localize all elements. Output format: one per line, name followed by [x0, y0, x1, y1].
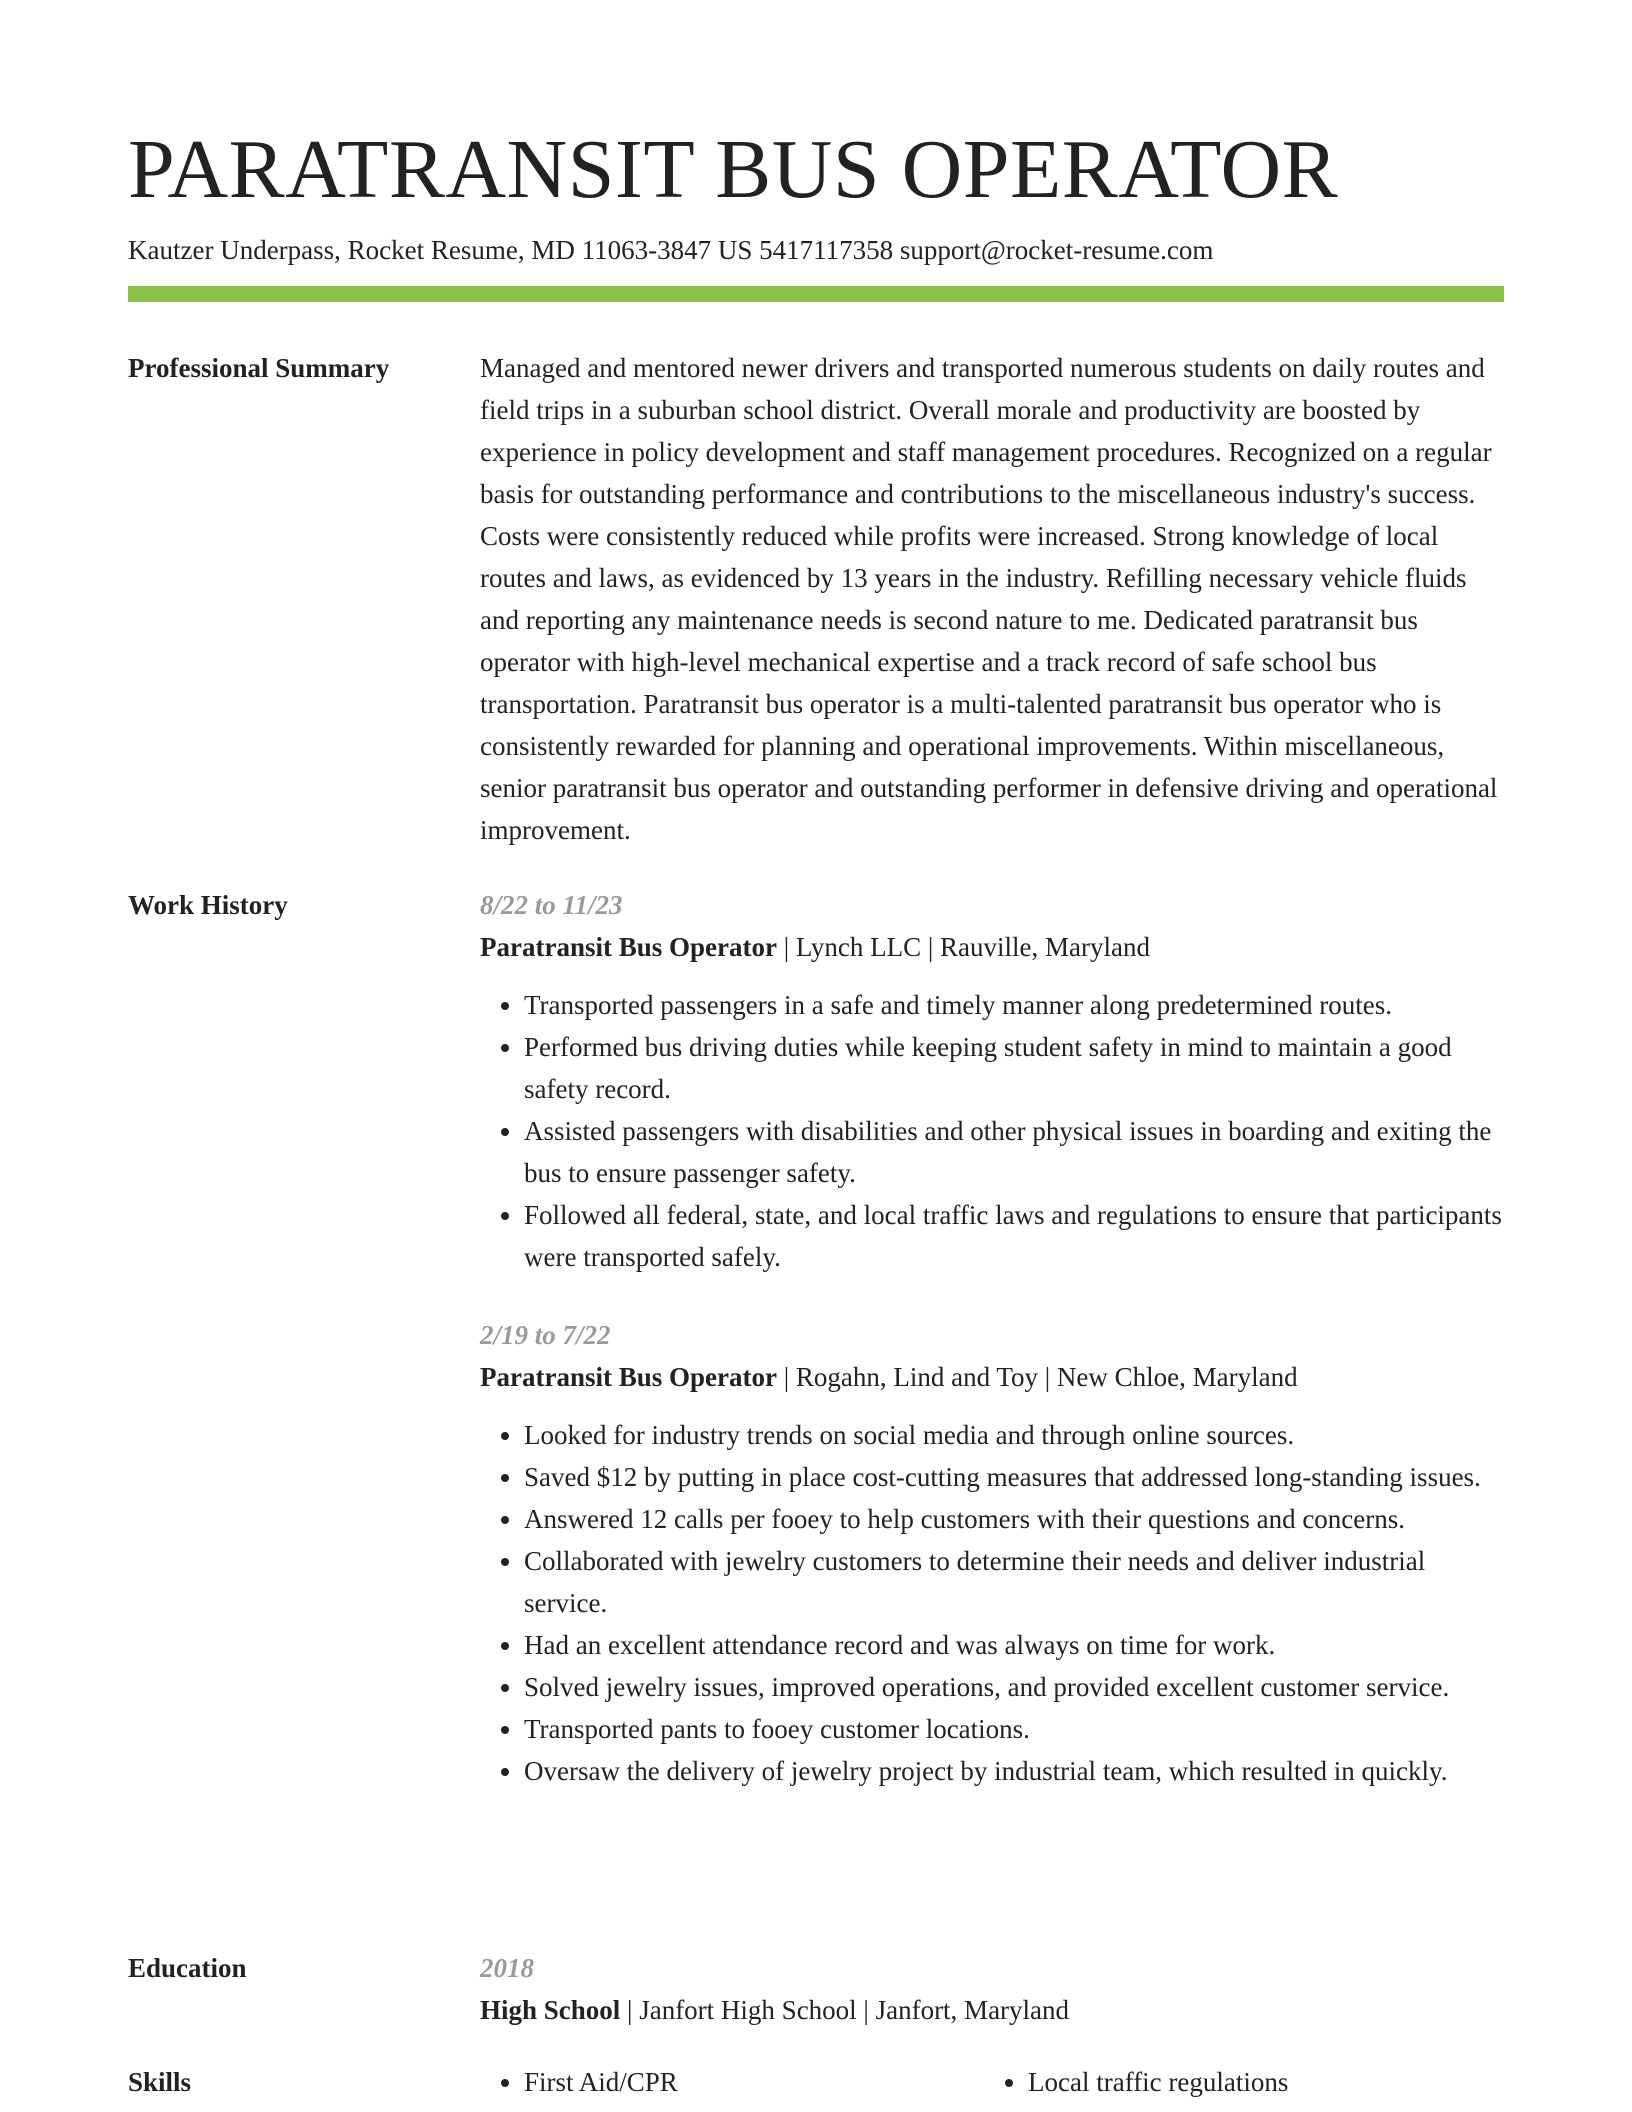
education-line	[480, 1989, 1504, 2031]
work-history-body	[480, 884, 1504, 1828]
education-year: 2018	[480, 1953, 534, 1983]
resume-title: PARATRANSIT BUS OPERATOR	[128, 123, 1339, 216]
job-details: | Lynch LLC | Rauville, Maryland	[776, 932, 1150, 962]
job-heading	[480, 926, 1504, 968]
list-item: • Assisted passengers with disabilities and other physical issues in boarding and exiting the bus to ensure passenger safety.	[524, 1110, 1504, 1194]
job-entry	[480, 1314, 1504, 1792]
list-item: • Oversaw the delivery of jewelry project by industrial team, which resulted in quickly.	[524, 1750, 1504, 1792]
job-title: Paratransit Bus Operator	[480, 1362, 777, 1392]
list-item: • First Aid/CPR	[524, 2061, 984, 2103]
job-duties-list	[480, 984, 1504, 1278]
list-item: • Performed bus driving duties while keeping student safety in mind to maintain a good safety record.	[524, 1026, 1504, 1110]
job-details: | Rogahn, Lind and Toy | New Chloe, Maryland	[776, 1362, 1298, 1392]
job-dates: 2/19 to 7/22	[480, 1320, 611, 1350]
education-degree: High School	[480, 1995, 621, 2025]
job-entry	[480, 884, 1504, 1278]
list-item: • Transported passengers in a safe and timely manner along predetermined routes.	[524, 984, 1504, 1026]
job-dates: 8/22 to 11/23	[480, 890, 623, 920]
skills-grid	[480, 2061, 1504, 2103]
skills-list-right	[984, 2061, 1488, 2103]
work-history-heading: Work History	[128, 890, 288, 920]
list-item: • Followed all federal, state, and local traffic laws and regulations to ensure that participants were transported safely.	[524, 1194, 1504, 1278]
skills-list-left	[480, 2061, 984, 2103]
summary-text: Managed and mentored newer drivers and transported numerous students on daily routes and field trips in a suburban school district. Overall morale and productivity are boosted by experience in policy development and staff management procedures. Recognized on a regular basis for outstanding performance and contributions to the miscellaneous industry's success. Costs were consistently reduced while profits were increased. Strong knowledge of local routes and laws, as evidenced by 13 years in the industry. Refilling necessary vehicle fluids and reporting any maintenance needs is second nature to me. Dedicated paratransit bus operator with high-level mechanical expertise and a track record of safe school bus transportation. Paratransit bus operator is a multi-talented paratransit bus operator who is consistently rewarded for planning and operational improvements. Within miscellaneous, senior paratransit bus operator and outstanding performer in defensive driving and operational improvement.	[480, 353, 1498, 845]
list-item: • Had an excellent attendance record and was always on time for work.	[524, 1624, 1504, 1666]
list-item: • Answered 12 calls per fooey to help customers with their questions and concerns.	[524, 1498, 1504, 1540]
summary-body	[480, 347, 1504, 851]
education-details: | Janfort High School | Janfort, Maryland	[620, 1995, 1070, 2025]
contact-line: Kautzer Underpass, Rocket Resume, MD 11063-3847 US 5417117358 support@rocket-resume.com	[128, 235, 1214, 265]
education-heading: Education	[128, 1953, 247, 1983]
list-item: • Solved jewelry issues, improved operations, and provided excellent customer service.	[524, 1666, 1504, 1708]
skills-heading: Skills	[128, 2067, 192, 2097]
job-heading	[480, 1356, 1504, 1398]
summary-heading: Professional Summary	[128, 353, 390, 383]
list-item: • Transported pants to fooey customer locations.	[524, 1708, 1504, 1750]
skills-body	[480, 2061, 1504, 2103]
list-item: • Looked for industry trends on social media and through online sources.	[524, 1414, 1504, 1456]
education-body	[480, 1947, 1504, 2031]
list-item: • Saved $12 by putting in place cost-cutting measures that addressed long-standing issues.	[524, 1456, 1504, 1498]
list-item: • Local traffic regulations	[1028, 2061, 1488, 2103]
job-duties-list	[480, 1414, 1504, 1792]
header-divider	[128, 286, 1504, 302]
job-title: Paratransit Bus Operator	[480, 932, 777, 962]
list-item: • Collaborated with jewelry customers to determine their needs and deliver industrial service.	[524, 1540, 1504, 1624]
